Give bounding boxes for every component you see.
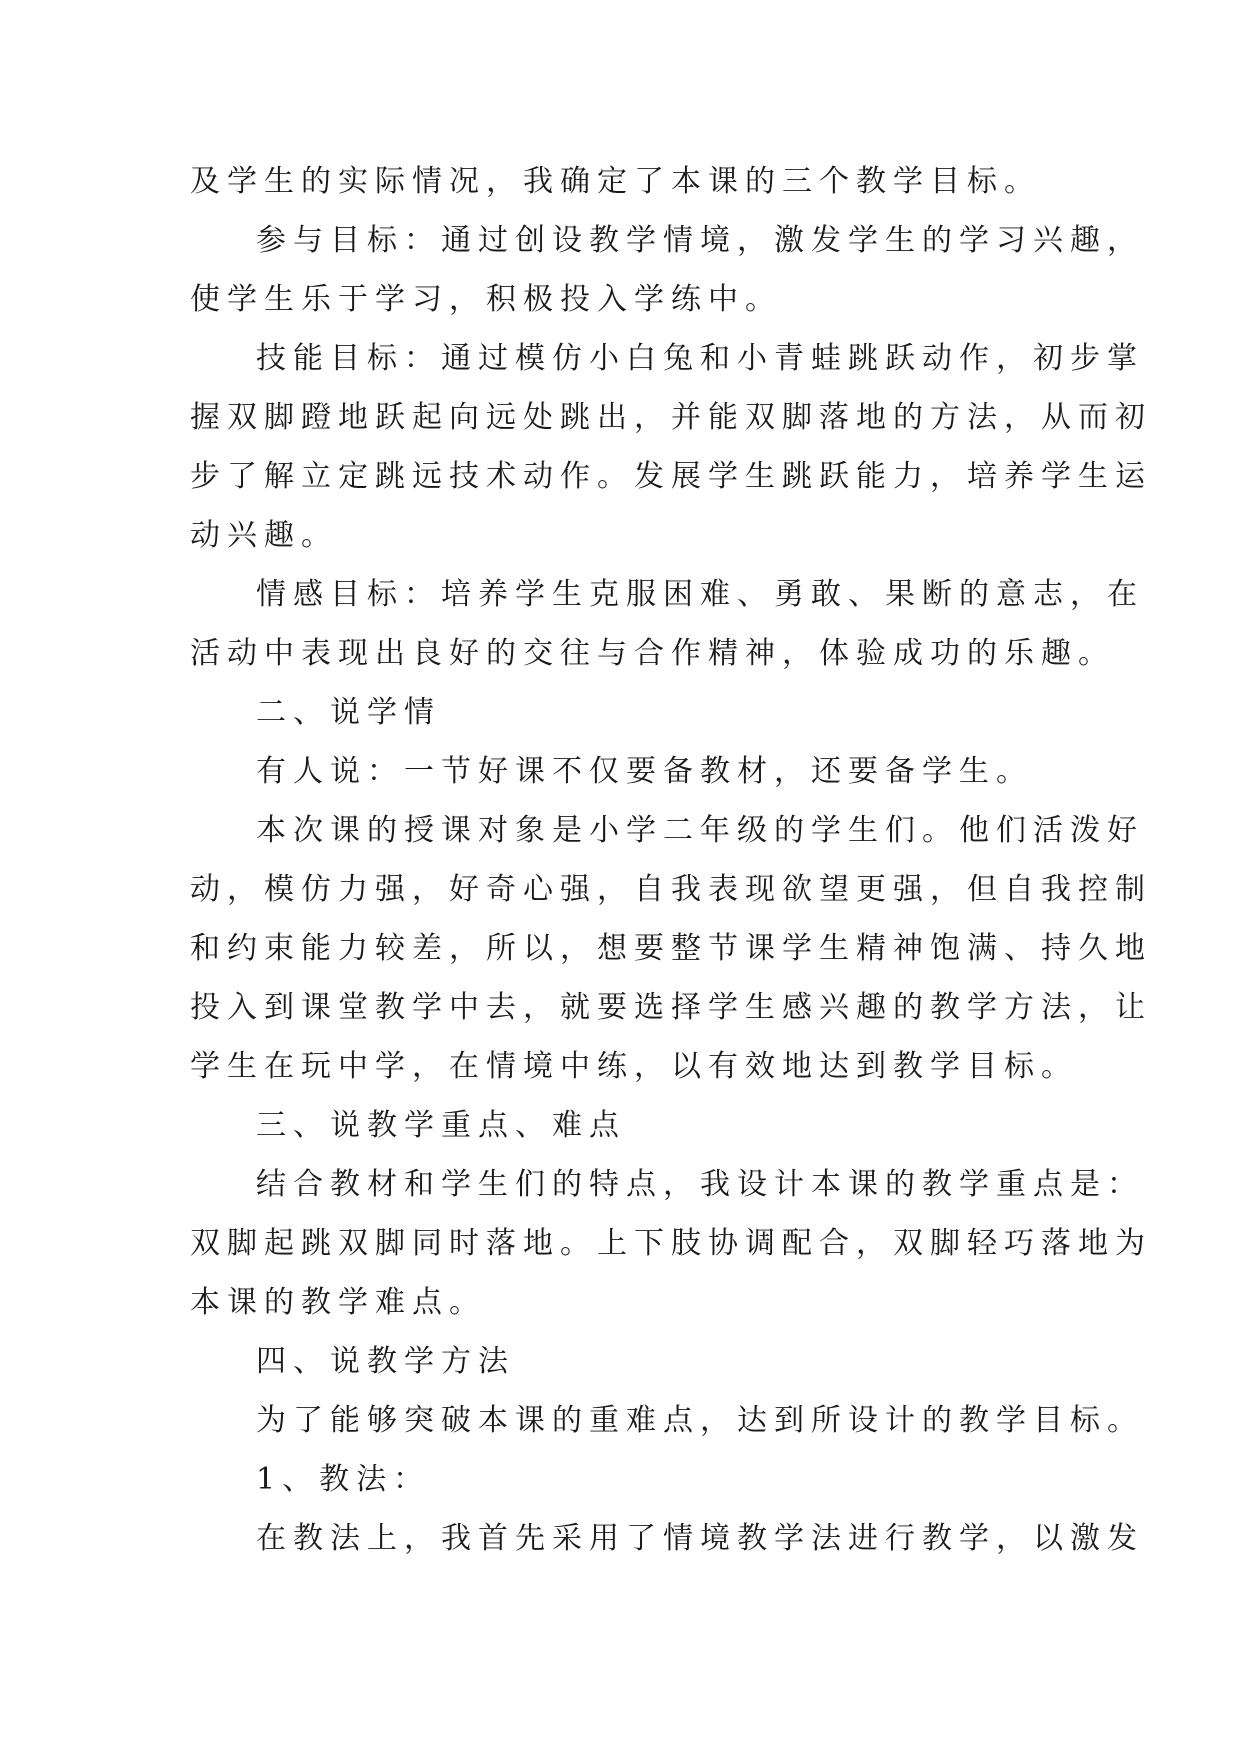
text-line: 双脚起跳双脚同时落地。上下肢协调配合，双脚轻巧落地为 (190, 1226, 1152, 1261)
document-page (190, 152, 1152, 1568)
text-line: 和约束能力较差，所以，想要整节课学生精神饱满、持久地 (190, 931, 1152, 966)
text-line: 动，模仿力强，好奇心强，自我表现欲望更强，但自我控制 (190, 872, 1152, 907)
text-line: 握双脚蹬地跃起向远处跳出，并能双脚落地的方法，从而初 (190, 400, 1152, 435)
section-heading: 四、说教学方法 (256, 1344, 515, 1379)
text-line: 技能目标：通过模仿小白兔和小青蛙跳跃动作，初步掌 (256, 341, 1144, 376)
text-line: 参与目标：通过创设教学情境，激发学生的学习兴趣， (256, 223, 1144, 258)
text-line: 在教法上，我首先采用了情境教学法进行教学，以激发 (256, 1521, 1144, 1556)
text-line: 本次课的授课对象是小学二年级的学生们。他们活泼好 (256, 813, 1144, 848)
subsection-heading: 1、教法： (256, 1462, 431, 1497)
text-line: 使学生乐于学习，积极投入学练中。 (190, 282, 782, 317)
text-line: 为了能够突破本课的重难点，达到所设计的教学目标。 (256, 1403, 1144, 1438)
text-line: 及学生的实际情况，我确定了本课的三个教学目标。 (190, 164, 1041, 199)
section-heading: 三、说教学重点、难点 (256, 1108, 626, 1143)
text-line: 步了解立定跳远技术动作。发展学生跳跃能力，培养学生运 (190, 459, 1152, 494)
section-heading: 二、说学情 (256, 695, 441, 730)
text-line: 活动中表现出良好的交往与合作精神，体验成功的乐趣。 (190, 636, 1115, 671)
text-line: 学生在玩中学，在情境中练，以有效地达到教学目标。 (190, 1049, 1078, 1084)
text-line: 本课的教学难点。 (190, 1285, 486, 1320)
text-line: 动兴趣。 (190, 518, 338, 553)
text-line: 有人说：一节好课不仅要备教材，还要备学生。 (256, 754, 1033, 789)
text-line: 投入到课堂教学中去，就要选择学生感兴趣的教学方法，让 (190, 990, 1152, 1025)
text-line: 结合教材和学生们的特点，我设计本课的教学重点是： (256, 1167, 1144, 1202)
text-line: 情感目标：培养学生克服困难、勇敢、果断的意志，在 (256, 577, 1144, 612)
